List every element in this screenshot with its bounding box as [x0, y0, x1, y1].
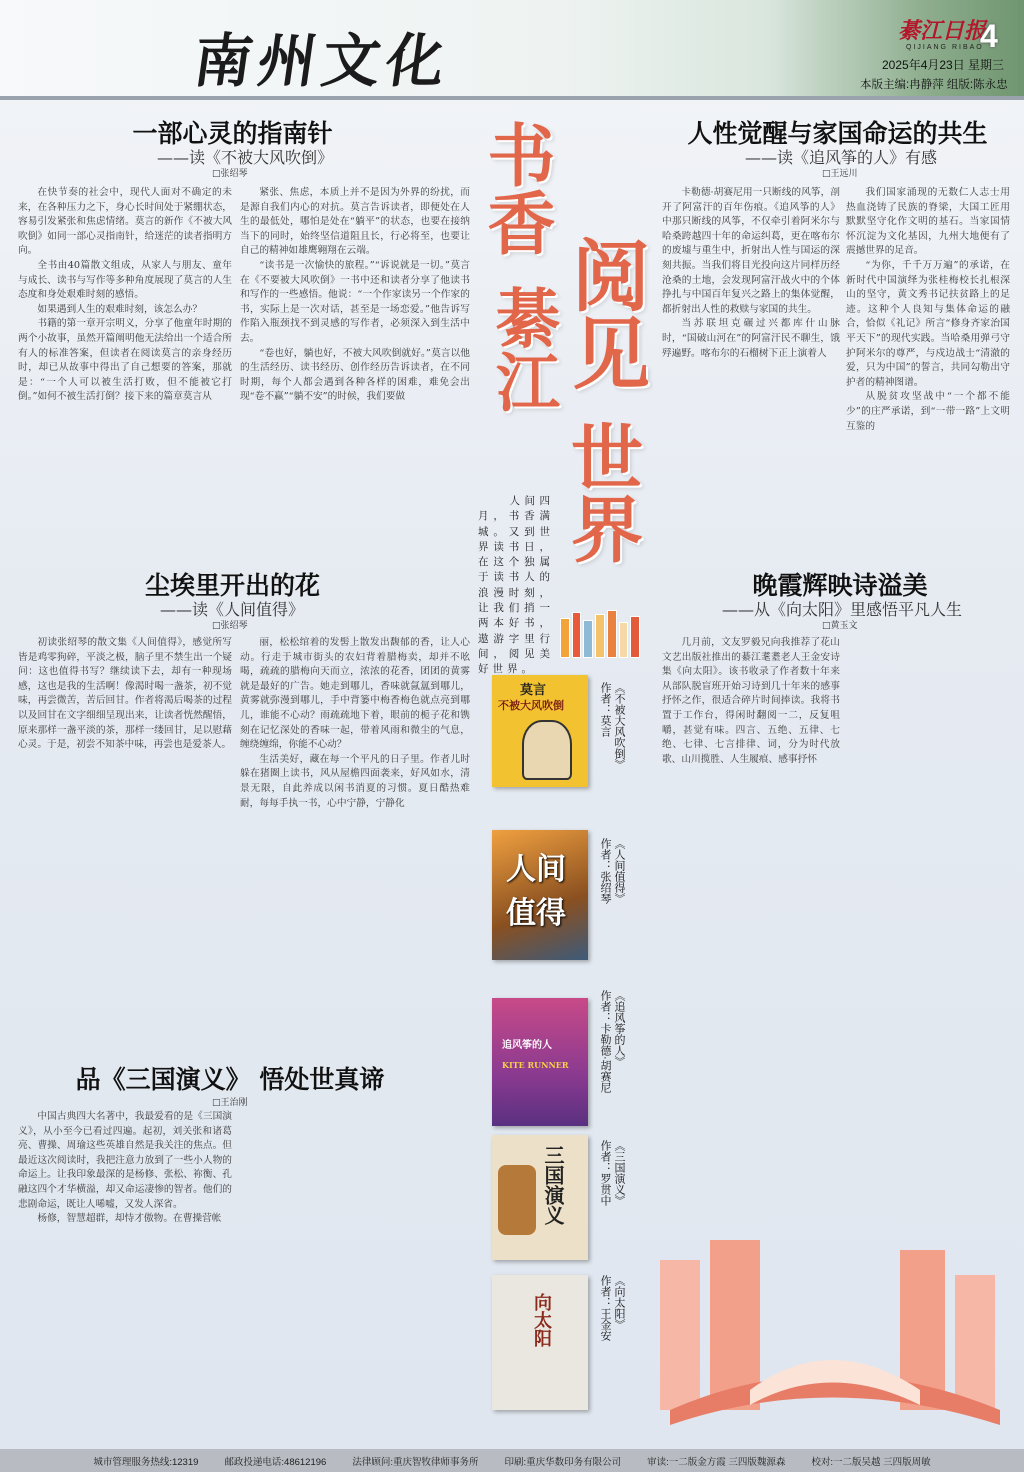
section-masthead: 南州文化: [189, 27, 456, 95]
page-number: 4: [980, 18, 998, 54]
page-footer: [0, 1449, 1024, 1472]
feature-title-line3: [559, 235, 650, 391]
paragraph: 几月前，文友罗毅兄向我推荐了花山文艺出版社推出的綦江耄耋老人王金安诗集《向太阳》。该书收录了作者数十年来从部队脱盲班开始习诗到几十年来的感事抒怀之作，很适合碎片时间捧读。我将书置于工作台，得闲时翻阅一二，反复咀嚼，甚觉有味。四言、五绝、五律、七绝、七律、七言排律、词，分为时代放歌、山川揽胜、人生履痕、感事抒怀: [662, 637, 840, 765]
deco-block: [660, 1260, 700, 1410]
deco-block: [955, 1275, 995, 1410]
book-label: [598, 990, 626, 1093]
feature-text: 阅见: [559, 235, 650, 391]
article-title: 晚霞辉映诗溢美: [752, 571, 928, 600]
paragraph: 初读张绍琴的散文集《人间值得》，感觉所写皆是鸡零狗碎，平淡之极，脑子里不禁生出一个疑问：这也值得书写？继续读下去，却有一种现场感，这也是我的生活啊！像渴时喝一盏茶，初不觉味，再尝微苦，苦后回甘。作者将渴后喝茶的过程以及回甘在文字细细呈现出来，让读者恍然醒悟，原来那样一盏平淡的茶，那样一缕回甘，足以慰藉心灵。于是，初尝不知茶中味，再尝也是爱茶人。: [18, 637, 232, 751]
book-label: [598, 838, 626, 904]
book-author: 作者：莫言: [599, 682, 611, 737]
paragraph: 当苏联坦克碾过兴都库什山脉时，“国破山河在”的阿富汗民不聊生，饿殍遍野。喀布尔的石榴树下正上演着人: [662, 318, 840, 359]
feature-intro: [478, 494, 554, 678]
feature-title-line4: [559, 420, 644, 564]
paragraph: “卷也好，躺也好，不被大风吹倒就好。”莫言以他的生活经历、读书经历、创作经历告诉读者，在不同时期，每个人都会遇到各种各样的困难，难免会出现“卷不赢”“躺不安”的时候，我们要做: [240, 347, 470, 403]
article-column: [18, 1110, 232, 1430]
newspaper-logo: 綦江日报: [898, 18, 987, 44]
feature-text: 世界: [559, 420, 644, 564]
newspaper-logo-pinyin: QIJIANG RIBAO: [906, 44, 984, 51]
book-cover: [492, 998, 588, 1126]
book-title: 《向太阳》: [613, 1275, 625, 1330]
book-title: 《追风筝的人》: [613, 990, 625, 1067]
paragraph: “读书是一次愉快的旅程。”“诉说就是一切。”莫言在《不要被大风吹倒》一书中还和读者分享了他读书和写作的一些感悟。他说：“一个作家读另一个作家的书，实际上是一次对话，甚至是一场恋爱。”他告诉写作陷入瓶颈找不到灵感的写作者，必须深入到生活中去。: [240, 259, 470, 344]
article-subtitle: ——读《人间值得》: [160, 600, 305, 619]
bookshelf-illustration: [560, 608, 640, 658]
book-title: 《人间值得》: [613, 838, 625, 904]
article-byline: □黄玉文: [822, 621, 858, 631]
header-divider: [0, 96, 1024, 100]
paragraph: 我们国家涌现的无数仁人志士用热血浇铸了民族的脊梁，大国工匠用默默坚守化作文明的基石。当家国情怀沉淀为文化基因，九州大地便有了震撼世界的足音。: [846, 187, 1010, 257]
book-title: 《三国演义》: [613, 1140, 625, 1206]
feature-text: 书香: [476, 120, 556, 256]
footer-item: 校对:一二版吴越 三四版周敏: [811, 1456, 931, 1468]
paragraph: 中国古典四大名著中，我最爱看的是《三国演义》，从小至今已看过四遍。起初，刘关张和诸葛亮、曹操、周瑜这些英雄自然是我关注的焦点。但最近这次阅读时，我把注意力放到了一些小人物的命运上。让我印象最深的是杨修、张松、祢衡、孔融这四个才华横溢，却又命运凄惨的智者。他们的悲剧命运，既让人唏嘘，又发人深省。: [18, 1111, 232, 1210]
book-title: 《不被大风吹倒》: [613, 682, 625, 770]
article-column: [18, 186, 232, 546]
book-cover-title: 追风筝的人: [502, 1040, 552, 1051]
article-column: [18, 636, 232, 1046]
paragraph: 杨修，智慧超群，却恃才傲物。在曹操营帐: [37, 1213, 222, 1225]
book-cover-title: 不被大风吹倒: [498, 699, 564, 712]
article-column: [846, 636, 1010, 1216]
feature-title-line1: [476, 120, 556, 256]
book-cover: [492, 1135, 588, 1260]
feature-text: 綦江: [485, 285, 560, 413]
portrait-illustration: [522, 720, 572, 780]
book-cover-subtitle: KITE RUNNER: [502, 1060, 569, 1070]
book-label: [598, 1140, 626, 1206]
article-column: [662, 636, 840, 1216]
article-column: [662, 186, 840, 546]
book-label: [598, 682, 626, 770]
article-title: 品《三国演义》 悟处世真谛: [75, 1065, 385, 1094]
paragraph: 在快节奏的社会中，现代人面对不确定的未来，在各种压力之下，身心长时间处于紧绷状态，容易引发紧张和焦虑情绪。莫言的新作《不被大风吹倒》如同一部心灵指南针，给迷茫的读者指明方向。: [18, 187, 232, 257]
book-cover-author: 莫言: [520, 683, 547, 698]
book-cover-title: 三国演义: [541, 1145, 565, 1225]
paragraph: 生活美好，藏在每一个平凡的日子里。作者儿时躲在猪圈上读书，风从屋檐四面袭来，好风如水，清景无限，自此养成以闲书消夏的习惯。夏日酷热难耐，每每手执一书，心中宁静，宁静化: [240, 753, 470, 809]
article-title: 尘埃里开出的花: [144, 571, 320, 600]
paragraph: 卡勒德·胡赛尼用一只断线的风筝，剖开了阿富汗的百年伤痕。《追风筝的人》中那只断线的风筝，不仅牵引着阿米尔与哈桑跨越四十年的命运纠葛，更在喀布尔的废墟与重生中，折射出人性与国运的深刻共振。当我们将目光投向这片同样历经沧桑的土地，会发现阿富汗战火中的个体挣扎与中国百年复兴之路上的集体觉醒，都折射出人性的救赎与家国的共生。: [662, 187, 840, 315]
paragraph: “为你，千千万万遍”的承诺，在新时代中国演绎为张桂梅校长扎根深山的坚守，黄文秀书记扶贫路上的足迹。这种个人良知与集体命运的融合，恰似《礼记》所言“修身齐家治国平天下”的现代实践。当哈桑用弹弓守护阿米尔的尊严，与戍边战士“清澈的爱，只为中国”的誓言，共同勾勒出守护者的精神图谱。: [846, 259, 1010, 388]
article-byline: □王治刚: [212, 1098, 248, 1108]
paragraph: 丽，松松绾着的发髻上散发出馥郁的香，让人心动。行走于城市街头的农妇背着腊梅卖，却并不吆喝，疏疏的腊梅向天而立，浓浓的花香，团团的黄雾就是最好的广告。她走到哪儿，香味就氤氲到哪儿，黄雾就弥漫到哪儿，手中背篓中梅香梅色就点亮到哪儿，谁能不心动？雨疏疏地下着，眼前的栀子花和镌刻在记忆深处的香味一起，带着风雨和微尘的气息，缠绕缠绵，你能不心动？: [240, 637, 470, 751]
footer-item: 印刷:重庆华数印务有限公司: [504, 1456, 622, 1468]
book-cover: [492, 1275, 588, 1410]
figure-illustration: [498, 1165, 536, 1235]
feature-title-line2: [485, 285, 560, 413]
feature-intro-text: 人间四月，书香满城。又到世界读书日，在这个独属于读书人的浪漫时刻，让我们捎一两本好书，遨游字里行间，阅见美好世界。: [478, 495, 554, 676]
article-subtitle: ——读《不被大风吹倒》: [156, 148, 333, 167]
article-title: 一部心灵的指南针: [132, 119, 333, 148]
paragraph: 书籍的第一章开宗明义，分享了他童年时期的两个小故事，虽然开篇阐明他无法给出一个适合所有人的标准答案，但读者在阅读莫言的亲身经历时，却已从故事中得出了自己想要的答案，那就是：“一个人可以被生活打败，但不能被它打倒。”如何不被生活打倒？接下来的篇章莫言从: [18, 318, 232, 403]
book-cover-title: 人间值得: [506, 852, 566, 931]
book-author: 作者：王金安: [599, 1275, 611, 1341]
book-cover-title: 向太阳: [531, 1293, 552, 1347]
book-cover: [492, 830, 588, 960]
footer-item: 法律顾问:重庆智牧律师事务所: [352, 1456, 479, 1468]
article-column: [240, 636, 470, 1046]
paragraph: 从脱贫攻坚战中“一个都不能少”的庄严承诺，到“一带一路”上文明互鉴的: [846, 391, 1010, 432]
article-byline: □张绍琴: [212, 621, 248, 631]
article-subtitle: ——读《追风筝的人》有感: [745, 148, 938, 167]
book-author: 作者：张绍琴: [599, 838, 611, 904]
paragraph: 如果遇到人生的艰难时刻，该怎么办？: [37, 303, 203, 315]
article-byline: □王远川: [822, 169, 858, 179]
issue-date: 2025年4月23日 星期三: [882, 58, 1005, 72]
footer-item: 城市管理服务热线:12319: [93, 1456, 199, 1468]
footer-item: 邮政投递电话:48612196: [224, 1456, 327, 1468]
editor-credits: 本版主编:冉静萍 组版:陈永忠: [860, 79, 1008, 91]
article-byline: □张绍琴: [212, 169, 248, 179]
book-label: [598, 1275, 626, 1341]
book-cover: [492, 675, 588, 787]
paragraph: 紧张、焦虑，本质上并不是因为外界的纷扰，而是源自我们内心的对抗。莫言告诉读者，即便处在人生的最低处，哪怕是处在“躺平”的状态，也要在接纳当下的同时，始终坚信道阻且长，行必将至，也要让自己的精神如雄鹰翱翔在云端。: [240, 187, 470, 257]
article-column: [240, 186, 470, 546]
book-author: 作者：卡勒德·胡赛尼: [599, 990, 611, 1093]
paragraph: 全书由40篇散文组成，从家人与朋友、童年与成长、读书与写作等多种角度展现了莫言的人生态度和身处艰难时刻的感悟。: [18, 259, 232, 301]
article-subtitle: ——从《向太阳》里感悟平凡人生: [722, 600, 963, 619]
article-column: [240, 1110, 470, 1430]
article-column: [846, 186, 1010, 546]
page-header: [0, 0, 1024, 96]
book-author: 作者：罗贯中: [599, 1140, 611, 1206]
footer-item: 审读:一二版金方霞 三四版魏源森: [647, 1456, 786, 1468]
open-book-illustration: [650, 1220, 1014, 1432]
article-title: 人性觉醒与家国命运的共生: [687, 119, 988, 148]
